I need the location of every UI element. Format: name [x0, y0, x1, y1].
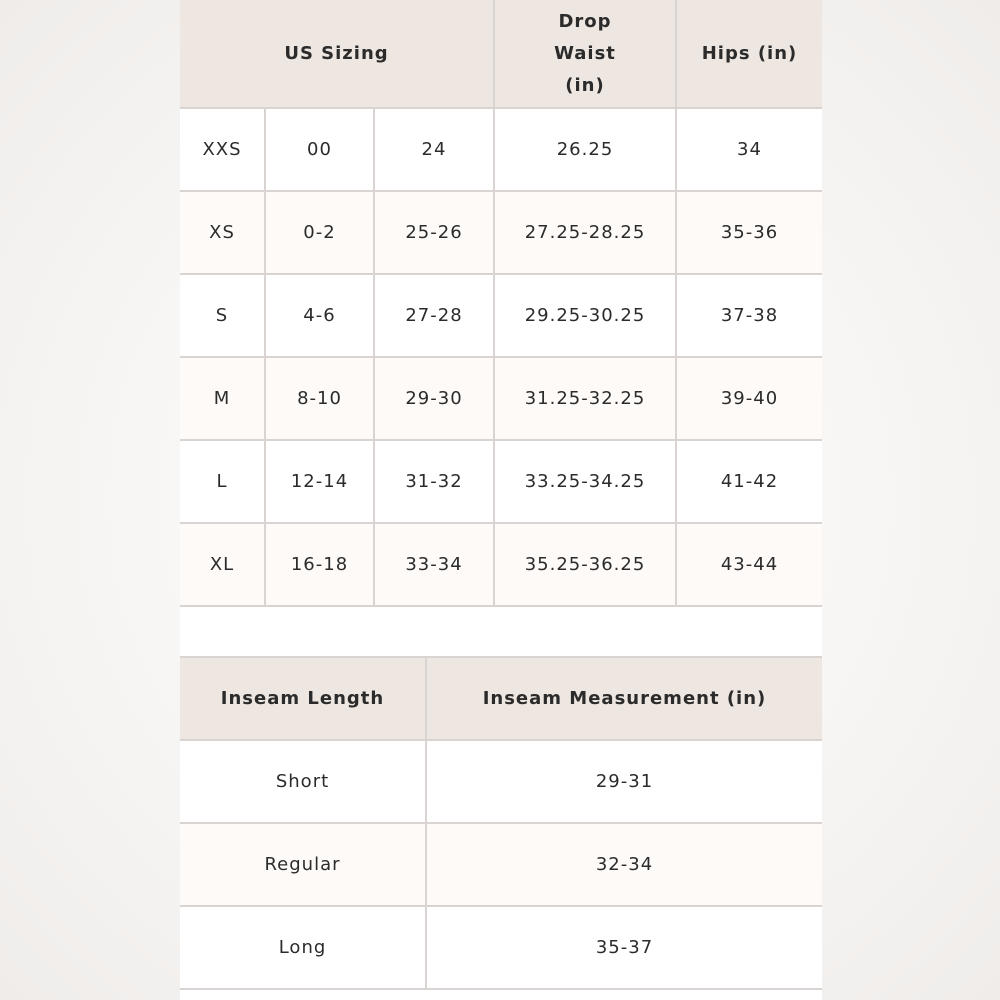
us-size-cell: 16-18	[265, 523, 374, 606]
drop-waist-cell: 29.25-30.25	[494, 274, 676, 357]
us-size-cell: 12-14	[265, 440, 374, 523]
hips-cell: 34	[676, 108, 822, 191]
table-row	[180, 823, 822, 906]
inseam-measurement-header: Inseam Measurement (in)	[426, 657, 822, 740]
waist-cell: 25-26	[374, 191, 494, 274]
drop-waist-header-label: Drop Waist (in)	[554, 10, 616, 96]
drop-waist-cell: 31.25-32.25	[494, 357, 676, 440]
table-row	[180, 906, 822, 989]
waist-cell: 31-32	[374, 440, 494, 523]
us-size-cell: 0-2	[265, 191, 374, 274]
inseam-header-row	[180, 657, 822, 740]
table-row	[180, 108, 822, 191]
table-row	[180, 357, 822, 440]
size-cell: XL	[180, 523, 265, 606]
inseam-length-cell: Regular	[180, 823, 426, 906]
hips-cell: 35-36	[676, 191, 822, 274]
size-chart-panel	[180, 0, 822, 1000]
drop-waist-cell: 35.25-36.25	[494, 523, 676, 606]
us-size-cell: 4-6	[265, 274, 374, 357]
size-cell: L	[180, 440, 265, 523]
inseam-length-header: Inseam Length	[180, 657, 426, 740]
inseam-table	[180, 656, 822, 990]
table-row	[180, 274, 822, 357]
inseam-measurement-cell: 35-37	[426, 906, 822, 989]
waist-cell: 27-28	[374, 274, 494, 357]
inseam-length-cell: Long	[180, 906, 426, 989]
table-row	[180, 523, 822, 606]
table-row	[180, 191, 822, 274]
drop-waist-cell: 33.25-34.25	[494, 440, 676, 523]
size-cell: M	[180, 357, 265, 440]
size-cell: XXS	[180, 108, 265, 191]
us-size-cell: 8-10	[265, 357, 374, 440]
drop-waist-cell: 27.25-28.25	[494, 191, 676, 274]
waist-cell: 33-34	[374, 523, 494, 606]
inseam-length-cell: Short	[180, 740, 426, 823]
inseam-measurement-cell: 32-34	[426, 823, 822, 906]
hips-cell: 43-44	[676, 523, 822, 606]
inseam-measurement-cell: 29-31	[426, 740, 822, 823]
size-cell: XS	[180, 191, 265, 274]
hips-cell: 37-38	[676, 274, 822, 357]
waist-cell: 24	[374, 108, 494, 191]
hips-cell: 39-40	[676, 357, 822, 440]
size-cell: S	[180, 274, 265, 357]
us-size-cell: 00	[265, 108, 374, 191]
table-row	[180, 740, 822, 823]
drop-waist-header	[494, 0, 676, 108]
hips-cell: 41-42	[676, 440, 822, 523]
waist-cell: 29-30	[374, 357, 494, 440]
table-row	[180, 440, 822, 523]
hips-header: Hips (in)	[676, 0, 822, 108]
size-table-header-row	[180, 0, 822, 108]
us-sizing-header: US Sizing	[180, 0, 494, 108]
size-table	[180, 0, 822, 607]
drop-waist-cell: 26.25	[494, 108, 676, 191]
